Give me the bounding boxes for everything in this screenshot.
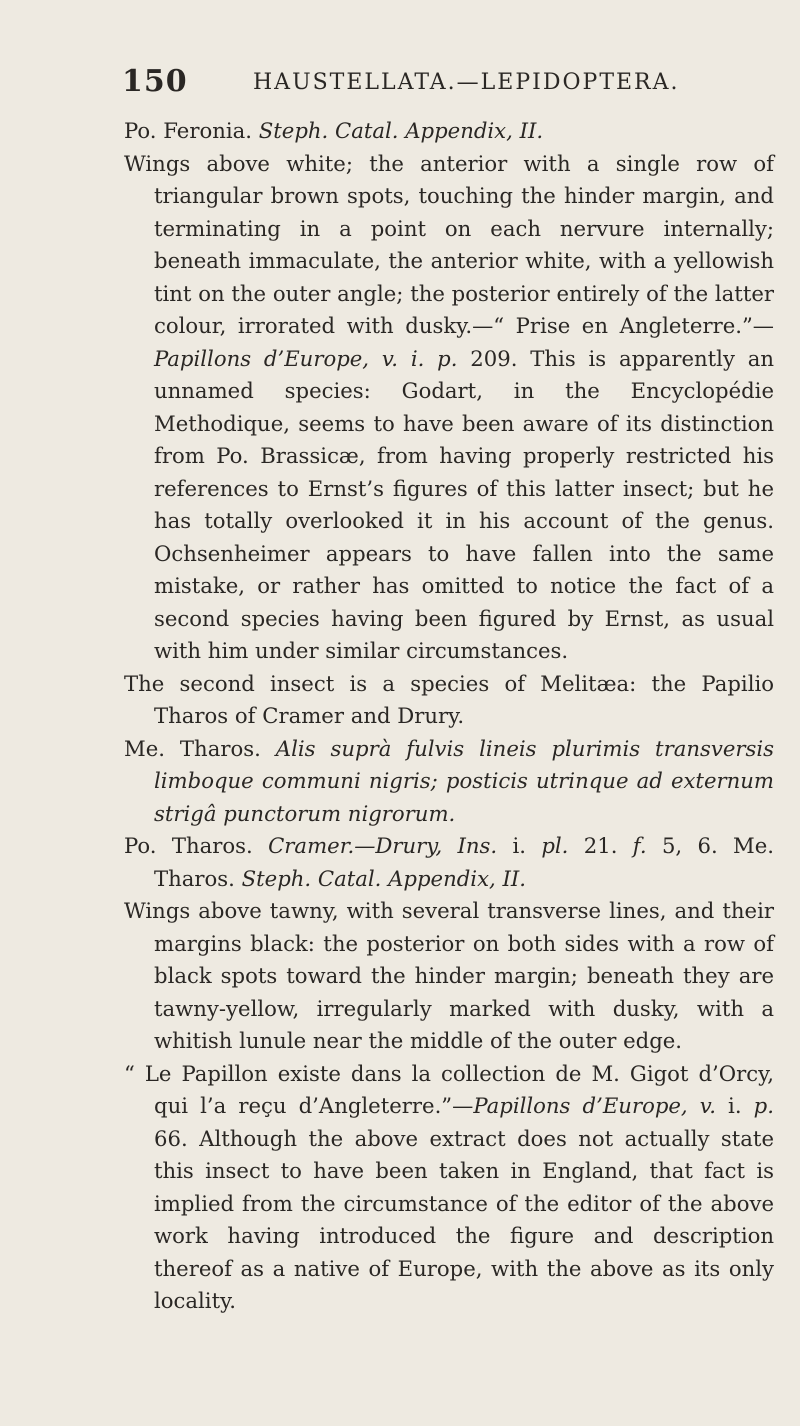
text-run: The second insect is a species of Melitæa: the Papilio Tharos of Cramer and Drury. <box>124 670 774 728</box>
text-run: Wings above tawny, with several transverse lines, and their margins black: the posterior on both sides with a row of black spots toward the hinder margin; beneath they are tawny-yellow, irregularly marked with dusky, with a whitish lunule near the middle of the outer edge. <box>124 898 774 1053</box>
italic-text: f. <box>632 833 647 858</box>
paragraph-po-tharos <box>124 830 774 895</box>
paragraph-feronia-desc <box>124 148 774 668</box>
text-run: i. <box>497 833 542 858</box>
text-run: Po. Feronia. <box>124 118 259 143</box>
paragraph-second-insect <box>124 668 774 733</box>
italic-text: Steph. Catal. Appendix, II. <box>241 865 526 891</box>
page-header <box>78 64 760 104</box>
page-number: 150 <box>122 64 188 99</box>
italic-text: pl. <box>541 833 569 858</box>
paragraph-me-tharos <box>124 733 774 831</box>
italic-text: Papillons d’Europe, v. <box>473 1093 716 1118</box>
italic-text: Alis suprà fulvis lineis plurimis transversis limboque communi nigris; posticis utrinque ad externum strigâ punctorum nigrorum. <box>154 735 775 826</box>
text-run: 5, 6. Me. Tharos. <box>154 833 775 891</box>
text-run: 209. This is apparently an unnamed species: Godart, in the Encyclopédie Methodique, seems to have been aware of its distinction from Po. Brassicæ, from having properly restricted his references to Ernst’s figures of this latter insect; but he has totally overlooked it in his account of the genus. Ochsenheimer appears to have fallen into the same mistake, or rather has omitted to notice the fact of a second species having been figured by Ernst, as usual with him under similar circumstances. <box>154 345 774 663</box>
page-body <box>124 115 774 1318</box>
text-run: Wings above white; the anterior with a single row of triangular brown spots, touching the hinder margin, and terminating in a point on each nervure internally; beneath immaculate, the anterior white, with a yellowish tint on the outer angle; the posterior entirely of the latter colour, irrorated with dusky.—“ Prise en Angleterre.”— <box>124 150 774 338</box>
running-head: HAUSTELLATA.—LEPIDOPTERA. <box>253 70 680 95</box>
italic-text: Steph. Catal. Appendix, II. <box>258 118 544 143</box>
paragraph-tharos-desc <box>124 895 774 1058</box>
text-run: Me. Tharos. <box>124 735 276 761</box>
paragraph-gigot <box>124 1058 774 1318</box>
italic-text: Cramer.—Drury, Ins. <box>268 833 498 858</box>
paragraph-feronia-head <box>124 115 774 148</box>
italic-text: p. <box>753 1093 774 1118</box>
text-run: 21. <box>568 833 633 858</box>
text-run: i. <box>715 1093 754 1118</box>
text-run: 66. Although the above extract does not actually state this insect to have been taken in England, that fact is implied from the circumstance of the editor of the above work having introduced the figure and description thereof as a native of Europe, with the above as its only locality. <box>154 1125 774 1313</box>
text-run: Po. Tharos. <box>124 833 269 858</box>
italic-text: Papillons d’Europe, v. i. p. <box>154 345 458 371</box>
text-run: “ Le Papillon existe dans la collection de M. Gigot d’Orcy, qui l’a reçu d’Angleterre.”— <box>124 1060 774 1118</box>
